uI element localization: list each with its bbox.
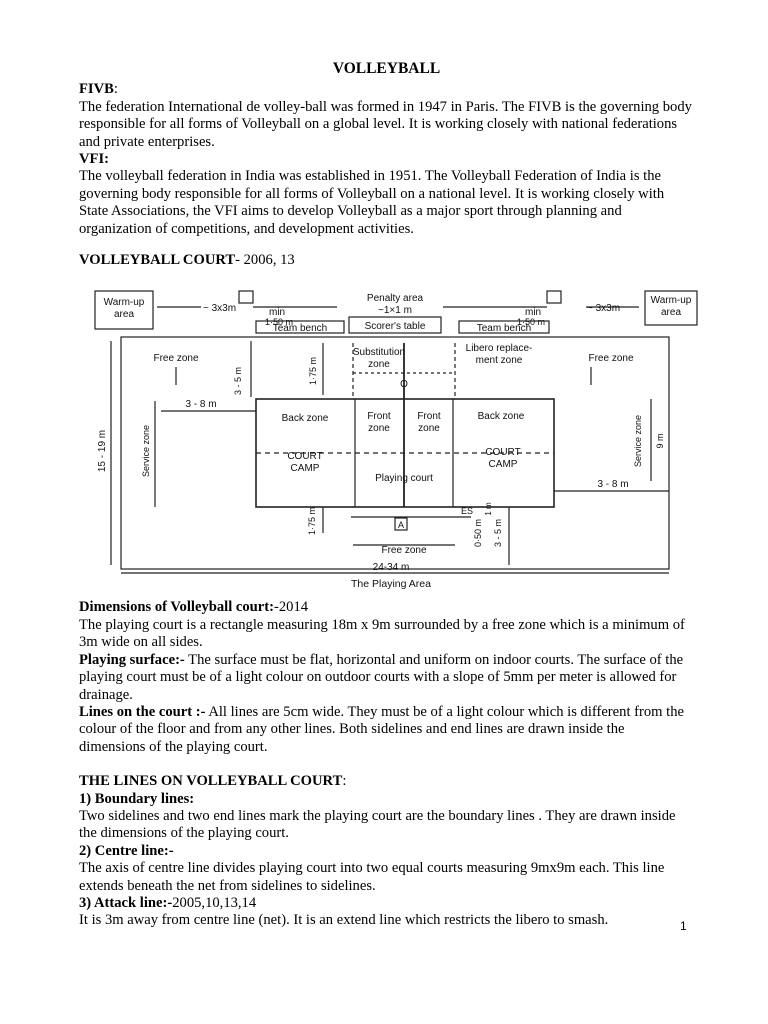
lines-section-colon: :: [342, 773, 347, 790]
warmup-right-label: Warm-up area: [650, 295, 692, 319]
referee-o: O: [400, 379, 408, 391]
free-zone-right-label: Free zone: [588, 353, 634, 365]
service-zone-right-label: Service zone: [633, 415, 643, 468]
service-zone-left-label: Service zone: [141, 425, 151, 478]
back-zone-right-label: Back zone: [477, 411, 525, 423]
attack-years: 2005,10,13,14: [172, 894, 257, 911]
page-number: 1: [680, 919, 687, 933]
front-zone-left-label: Front zone: [367, 411, 391, 435]
penalty-square-left: [239, 291, 253, 303]
surface-heading: Playing surface:-: [79, 651, 185, 668]
dim-3-5-bottom-label: 3 - 5 m: [493, 519, 503, 548]
court-heading-line: [79, 252, 694, 269]
free-zone-left-label: Free zone: [153, 353, 199, 365]
min-left-label: min: [269, 307, 286, 319]
surface-text: The surface must be flat, horizontal and uniform on indoor courts. The surface of the playing court must be of a light colour on outdoor courts with a slope of 5mm per meter is allowed for drainage.: [79, 651, 684, 703]
court-diagram: [91, 281, 701, 593]
vfi-heading: VFI:: [79, 151, 109, 168]
court-heading-years: - 2006, 13: [235, 252, 295, 269]
dimensions-year: -2014: [274, 599, 309, 616]
es-label: ES: [461, 506, 474, 517]
warmup-size-right: ~ 3x3m: [587, 303, 621, 315]
dim-1-m-label: 1 m: [484, 502, 493, 517]
court-diagram-svg: [91, 281, 701, 593]
boundary-paragraph: Two sidelines and two end lines mark the playing court are the boundary lines . They are drawn inside the dimensions of the playing court.: [79, 807, 676, 842]
dimensions-line: [79, 599, 694, 616]
fivb-heading-line: [79, 81, 694, 98]
attack-heading-line: [79, 895, 694, 912]
document-page: [79, 60, 694, 930]
substitution-zone-label: Substitution zone: [352, 347, 406, 371]
surface-paragraph: [79, 652, 694, 704]
court-camp-left-label: COURT CAMP: [287, 451, 323, 475]
diagram-caption: The Playing Area: [351, 578, 431, 591]
dim-0-50-label: 0·50 m: [473, 519, 483, 548]
dim-24-34-label: 24-34 m: [372, 562, 410, 574]
lines-heading: Lines on the court :-: [79, 703, 206, 720]
back-zone-left-label: Back zone: [281, 413, 329, 425]
fivb-paragraph: The federation International de volley-ball was formed in 1947 in Paris. The FIVB is the governing body responsible for all forms of Volleyball on a global level. It is working closely with national federations and private enterprises.: [79, 98, 692, 150]
team-bench-right-label: Team bench: [476, 323, 532, 335]
libero-zone-label: Libero replace-ment zone: [465, 343, 533, 367]
fivb-heading: FIVB: [79, 81, 114, 98]
dim-3-8-left-label: 3 - 8 m: [185, 399, 217, 411]
centre-heading: 2) Centre line:-: [79, 842, 174, 859]
dim-3-5-top-label: 3 - 5 m: [233, 367, 243, 396]
lines-paragraph: [79, 704, 694, 756]
scorers-table-label: Scorer's table: [364, 321, 426, 333]
min-left-value: 1·50 m: [265, 317, 294, 328]
warmup-size-left: ~ 3x3m: [203, 303, 237, 315]
centre-paragraph: The axis of centre line divides playing court into two equal courts measuring 9mx9m each. This line extends beneath the net from sidelines to sidelines.: [79, 860, 665, 894]
min-right-value: 1·50 m: [517, 317, 546, 328]
min-right-label: min: [525, 307, 542, 319]
dimensions-paragraph: The playing court is a rectangle measuring 18m x 9m surrounded by a free zone which is a minimum of 3m wide on all sides.: [79, 616, 685, 651]
playing-court-label: Playing court: [375, 473, 433, 485]
dimensions-heading: Dimensions of Volleyball court:: [79, 599, 274, 616]
free-zone-bottom-label: Free zone: [381, 545, 427, 557]
lines-section-heading-line: [79, 773, 694, 790]
penalty-area-label: Penalty area: [366, 293, 424, 305]
lines-text: All lines are 5cm wide. They must be of a light colour which is different from the colour of the floor and from any other lines. Both sidelines and end lines are drawn inside the dimensions of the playing court.: [79, 703, 684, 755]
lines-section-heading: THE LINES ON VOLLEYBALL COURT: [79, 773, 343, 790]
attack-heading: 3) Attack line:-: [79, 894, 173, 911]
court-camp-right-label: COURT CAMP: [485, 447, 521, 471]
penalty-size-label: ~1×1 m: [378, 305, 412, 317]
referee-a-label: A: [397, 520, 405, 531]
front-zone-right-label: Front zone: [417, 411, 441, 435]
dim-1-75-top-label: 1·75 m: [308, 357, 318, 386]
team-bench-left-label: Team bench: [272, 323, 328, 335]
dim-3-8-right-label: 3 - 8 m: [597, 479, 629, 491]
court-heading: VOLLEYBALL COURT: [79, 252, 236, 269]
attack-paragraph: It is 3m away from centre line (net). It is an extend line which restricts the libero to smash.: [79, 912, 609, 929]
dim-15-19-label: 15 - 19 m: [97, 430, 108, 473]
boundary-heading: 1) Boundary lines:: [79, 790, 195, 807]
dim-9-label: 9 m: [655, 433, 665, 449]
page-title: VOLLEYBALL: [332, 60, 441, 77]
vfi-paragraph: The volleyball federation in India was established in 1951. The Volleyball Federation of India is the governing body responsible for all forms of Volleyball on a national level. It is working closely with State Associations, the VFI aims to develop Volleyball as a major sport through planning and organization of competitions, and development activities.: [79, 168, 665, 237]
dim-1-75-bottom-label: 1·75 m: [307, 507, 317, 536]
fivb-colon: :: [113, 81, 118, 98]
warmup-left-label: Warm-up area: [103, 297, 145, 321]
penalty-square-right: [547, 291, 561, 303]
